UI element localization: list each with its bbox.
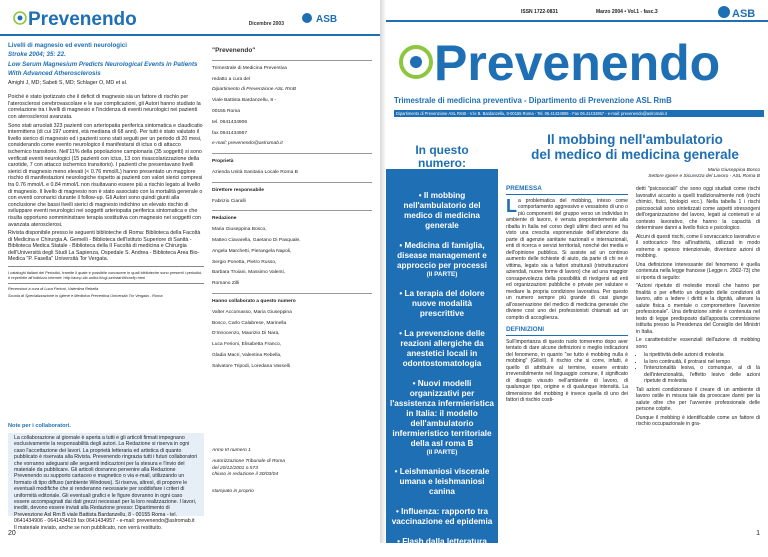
- bullet-item: • l'intenzionalità lesiva, o comunque, al di là dell'intenzionalità, l'effetto lesivo delle azioni ripetute di molestia: [644, 365, 760, 385]
- paragraph: Tali azioni condizionano il creare di un ambiente di lavoro ostile in misura tale da provocare danni per la salute oltre che per l'avvenire professionale delle persone colpite.: [636, 386, 760, 412]
- page-number: 1: [756, 530, 760, 537]
- paragraph: Sull'importanza di questo ruolo torneremo dopo aver tentato di dare alcune definizioni o meglio indicazioni del fenomeno, in quanto "se tutto è mobbing nulla è mobbing" (Gilioli). Il rischio che si corre, infatti, è quello di attribuire al termine, essere entrato irreversibilmente nel linguaggio comune, il significato di disagio vissuto nell'ambiente di lavoro, di qualunque tipo, origine e di qualunque intensità. La dimensione del mobbing è invece quella di uno dei fattori di rischio costi-: [506, 338, 628, 404]
- issue-date: Dicembre 2003: [248, 21, 284, 27]
- footnote: Scuola di Specializzazione in Igiene e Medicina Preventiva Università Tor Vergata - Roma: [8, 293, 163, 299]
- right-page: [386, 0, 768, 556]
- section-heading: PREMESSA: [506, 185, 542, 192]
- contents-sidebar: [386, 130, 498, 556]
- article-title: [510, 133, 760, 162]
- text-column-2: [636, 186, 760, 430]
- masthead-line: Sergio Ponetta, Pietro Russo,: [212, 259, 277, 265]
- masthead-line: D'Innocenzo, Maurizio Di Nara,: [212, 331, 280, 337]
- article-title-it: Livelli di magnesio ed eventi neurologici: [8, 42, 127, 49]
- article-source: Stroke 2004; 35: 22.: [8, 51, 66, 59]
- article-authors: Amighi J, MD; Sabeti S, MD; Schlager O, MD et al.: [8, 79, 128, 86]
- header-rule: [386, 20, 768, 22]
- masthead-line: Anno III numero 1: [212, 448, 251, 453]
- masthead-line: Bosco, Carlo Calabrese, Marinella: [212, 320, 287, 326]
- masthead-line: Viale Battista Bardanzellu, 8 -: [212, 98, 277, 104]
- volume: Marzo 2004 • Vol.1 - fasc.3: [596, 9, 658, 15]
- left-page: [0, 0, 380, 543]
- registration-info: [212, 448, 372, 496]
- paragraph: [506, 195, 628, 322]
- masthead-label: Redazione: [212, 216, 237, 222]
- contents-item: • Flash dalla letteratura internazionale: [397, 537, 487, 556]
- paragraph: Le caratteristiche essenziali dell'azione di mobbing sono: [636, 337, 760, 350]
- masthead-line: redatto a cura del: [212, 76, 251, 82]
- masthead-line: fax 0641434957: [212, 130, 248, 136]
- section-rule: [506, 335, 628, 336]
- masthead-line: Angela Marchetti, Pierangela Napoli,: [212, 248, 292, 254]
- collaborators-title: Note per i collaboratori.: [8, 423, 71, 429]
- page-number: 20: [8, 530, 16, 537]
- masthead-line: chiuso in redazione il 30/03/04: [212, 472, 279, 478]
- masthead-line: stampato in proprio: [212, 489, 254, 495]
- asb-logo: [716, 2, 760, 22]
- contents-heading: [386, 130, 498, 171]
- section-rule: [506, 194, 628, 195]
- article-title-en-2: With Advanced Atherosclerosis: [8, 70, 101, 78]
- asb-text: ASB: [732, 8, 756, 20]
- contents-heading-line: numero:: [418, 156, 466, 170]
- article-paragraph: Poiché è stato ipotizzato che il deficit di magnesio sia un fattore di rischio per l'aterosclerosi cerebrovascolare e le sue complicazioni, gli Autori hanno studiato la correlazione tra i livelli di magnesio e l'incidenza di eventi neurologici nei pazienti con aterosclerosi avanzata.: [8, 94, 201, 120]
- asb-text: ASB: [316, 14, 338, 25]
- article-title-line: del medico di medicina generale: [531, 146, 739, 162]
- paragraph-text: a problematica del mobbing, inteso come comportamento aggressivo e vessatorio di uno o più componenti del gruppo verso un individuo in ambiente di lavoro, è venuta prepotentemente alla ribalta in Italia nel corso degli ultimi dieci anni ed ha visto una crescita esponenziale dell'attenzione da parte di agenzie sanitarie nazionali e internazionali, enti di ricerca e servizi territoriali, nonché dei media e dell'opinione pubblica. Si assiste ad un continuo aumento delle richieste di aiuto, da parte di chi ne è vittima, legato sia a fattori strutturali (ristrutturazioni aziendali, nuove forme di lavoro) che ad una maggior consapevolezza della possibilità di rivolgersi ad enti ed organizzazioni pubbliche o private per valutare e mediare la propria condizione lavorativa. Per questo un numero sempre più grande di casi giunge all'osservazione del medico di medicina generale che diviene così uno dei professionisti chiamati ad un compito di accoglienza.: [506, 197, 628, 321]
- contents-item: • Influenza: rapporto tra vaccinazione ed epidemia: [391, 507, 493, 526]
- divider: [8, 283, 204, 284]
- article-column: [8, 42, 204, 300]
- masthead-line: Matteo Ciavarella, Gaetano Di Pasquale,: [212, 237, 301, 243]
- text-column-1: [506, 186, 628, 406]
- masthead-line: Barbara Troiani, Massimo Valenti,: [212, 270, 286, 276]
- collaborators-box: [8, 433, 204, 531]
- masthead-line: Maria Giuseppina Bosco,: [212, 227, 267, 233]
- masthead-line: Fabrizio Ciaralli: [212, 198, 246, 204]
- prevenendo-logo: [390, 24, 721, 92]
- collaborators-text: La collaborazione al giornale è aperta a tutti e gli articoli firmati impegnano esclusivamente la responsabilità degli autori. La Redazione si riserva in ogni caso l'accettazione dei lavori. La proprietà letteraria ed artistica di quanto pubblicato è riservata alla Rivista. Prevenendo ringrazia tutti i futuri collaboratori che vorranno adeguarsi alle seguenti indicazioni per la stesura e l'invio del materiale da pubblicare. Gli articoli dovranno pervenire alla Redazione Prevenendo su supporto cartaceo e magnetico o via e-mail, utilizzando un formato di tipo diffuso (ambiente Windows). Si riserva, altresì, di proporre le eventuali modifiche che si renderanno necessarie per soddisfare i criteri di uniformità editoriale. Gli eventuali grafici e le figure dovranno in ogni caso essere accompagnati dai dati grezzi necessari per la loro realizzazione. I lavori, inediti, devono essere inviati alla Redazione presso: Dipartimento di Prevenzione Asl Rm B viale Battista Bardanzellu, 8 - 00155 Roma - tel. 0641434906 - 0641434619 fax 0641434957 - e-mail: prevenendo@aslromab.it Il materiale inviato, anche se non pubblicato, non verrà restituito.: [14, 435, 198, 531]
- byline: [648, 168, 760, 180]
- masthead-line: tel. 0641434906: [212, 119, 248, 125]
- paragraph: detti "psicosociali" che sono oggi studiati come rischi lavorativi accanto a quelli tradizionalmente noti (rischi chimici, fisici, biologici ecc.). Nella tabella 1 i rischi psicosociali sono sintetizzati come aspetti stressogeni dell'organizzazione del lavoro, legati ai contenuti e al contesto lavorativo, che hanno la capacità di determinare danni a livello fisico e psicologico.: [636, 186, 760, 231]
- footnote: I cataloghi italiani dei Periodici, tramite il quale è possibile conoscere in quali biblioteche sono presenti i periodici, è reperibile all'indirizzo internet: http://acnp.cib.unibo.it/cgi-ser/start/it/cnr/fp.html: [8, 269, 203, 280]
- author-affiliation: Settore Igiene e Sicurezza del Lavoro - ASL Roma B: [648, 174, 760, 179]
- masthead-line: Dipartimento di Prevenzione ASL RmB: [212, 87, 296, 93]
- masthead-label: Direttore responsabile: [212, 187, 264, 193]
- contents-item: • Nuovi modelli organizzativi per l'assistenza infermieristica in Italia: il modello dell'ambulatorio infermieristico territoriale della asl roma B: [390, 379, 494, 448]
- prevenendo-logo-small: [8, 3, 198, 31]
- masthead: [212, 46, 372, 373]
- contents-item-sub: (II PARTE): [426, 271, 458, 278]
- logo-text: Prevenendo: [434, 35, 721, 91]
- article-title-line: Il mobbing nell'ambulatorio: [547, 132, 723, 147]
- masthead-line: Romano Zilli: [212, 281, 240, 287]
- masthead-label: Hanno collaborato a questo numero: [212, 298, 296, 304]
- logo-text: Prevenendo: [28, 9, 137, 30]
- masthead-line: Autorizzazione Tribunale di Roma: [212, 458, 286, 464]
- paragraph: Dunque il mobbing è identificabile come un fattore di rischio occupazionale in gra-: [636, 414, 760, 427]
- section-heading: DEFINIZIONI: [506, 326, 544, 334]
- bullet-item: • la ripetitività delle azioni di molestia: [644, 352, 760, 359]
- masthead-line: 00155 Roma: [212, 108, 241, 114]
- contents-list: [386, 191, 498, 557]
- left-header: [0, 0, 380, 36]
- footnote: Recensioni a cura di Luca Ferioni, Valentina Rebella: [8, 286, 99, 292]
- paragraph: "Azioni ripetute di molestie morali che hanno per finalità o per effetto un degrado delle condizioni di lavoro, atto a ledere i diritti e la dignità, alterare la salute fisica o mentale o compromettere l'avvenire professionale". Una definizione simile è contenuta nel testo di legge predisposto dall'apposita commissione istituita presso la Presidenza del Consiglio dei Ministri in Italia.: [636, 283, 760, 335]
- contents-item: • Medicina di famiglia, disease management e approccio per processi: [396, 241, 488, 270]
- contents-item: • La terapia del dolore nuove modalità prescrittive: [399, 289, 485, 318]
- contents-item: • La prevenzione delle reazioni allergiche da anestetici locali in odontostomatologia: [399, 329, 485, 368]
- masthead-line: Trimestrale di Medicina Preventiva: [212, 65, 287, 71]
- contents-item-sub: (II PARTE): [426, 449, 458, 456]
- article-paragraph: Rivista disponibile presso le seguenti biblioteche di Roma: Biblioteca della Facoltà di Medicina e Chirurgia A. Gemelli - Biblioteca dell'Istituto Superiore di Sanità - Biblioteca Medica Statale - Biblioteca della II Facoltà di medicina e Chirurgia dell'Università degli Studi La Sapienza, Ospedale S. Andrea - Biblioteca Area Bio-Medica "P. Fasella" Università Tor Vergata.: [8, 230, 201, 263]
- bullet-item: • la loro continuità, il protrarsi nel tempo: [644, 359, 760, 366]
- masthead-email: e-mail: prevenendo@aslromab.it: [212, 141, 283, 147]
- masthead-line: Salvatore Tripodi, Loredana Vasselli: [212, 363, 290, 369]
- masthead-line: Gladia Macri, Valentina Rebella,: [212, 352, 282, 358]
- masthead-line: Luca Ferioni, Elisabetta Franco,: [212, 342, 282, 348]
- paragraph: Una definizione interessante del fenomeno è quella contenuta nella legge francese (Legge n. 2002-73) che si riporta di seguito:: [636, 261, 760, 281]
- bullet-list: [644, 352, 760, 385]
- article-paragraph: Sono stati arruolati 323 pazienti con arteriopatia periferica sintomatica e claudicatio intermittens (di cui 197 uomini, età mediana di 68 anni). Per tutti è stato valutato il livello sierico di magnesio ed i pazienti sono stati seguiti per un periodo di 20 mesi, considerando come evento neurologico il manifestarsi di ictus o di attacco ischemico transitorio. Nell'11% della popolazione campionaria (35 soggetti) si sono verificati eventi neurologici (15 pazienti con ictus, 13 con rivascolarizzazione della carotide, 7 con attacco ischemico transitorio). I pazienti che presentavano livelli sierici di magnesio meno elevati (< 0.76 mmol/L) hanno presentato un maggiore rischio di manifestazioni neurologiche rispetto ai pazienti con valori sierici compresi tra 0.76 mmol/L e 0.84 mmol/L non risultavano essere più a rischio legato al livello di magnesio. Il livello di magnesio non è stato associato con la mortalità generale o con eventi coronarici durante il follow-up. Gli Autori sono quindi giunti alla conclusione che bassi livelli sierici di magnesio indichino un elevato rischio di sviluppare eventi neurologici nei soggetti arteriopatia periferica sintomatica e che risulta opportuno sommininstrare terapia sostitutiva con magnesio nei soggetti con avanzata aterosclerosi.: [8, 122, 203, 228]
- address-bar: Dipartimento di Prevenzione ASL RmB - V.le B. Bardanzellu, 8-00155 Roma - Tel. 06.41434906 - Fax 06.41434957 - e-mail: prevenendo@aslromab.it: [394, 110, 764, 117]
- contents-item: • Il mobbing nell'ambulatorio del medico di medicina generale: [403, 191, 481, 230]
- masthead-line: Valter Accomasso, Maria Giuseppina: [212, 309, 292, 315]
- journal-subtitle: Trimestrale di medicina preventiva - Dipartimento di Prevenzione ASL RmB: [394, 96, 672, 105]
- contents-item: • Leishmaniosi viscerale umana e leishmaniosi canina: [394, 467, 490, 496]
- asb-logo-small: [300, 10, 370, 26]
- contents-heading-line: In questo: [415, 143, 469, 157]
- header-rule: [0, 34, 380, 36]
- issn: ISSN 1722-0831: [521, 9, 558, 15]
- drop-cap: L: [506, 195, 517, 216]
- masthead-label: Proprietà: [212, 159, 234, 165]
- article-title-en-1: Low Serum Magnesium Predicts Neurological Events in Patients: [8, 60, 198, 68]
- masthead-title: "Prevenendo": [212, 47, 256, 54]
- masthead-line: Azienda Unità Sanitaria Locale Roma B: [212, 169, 298, 175]
- masthead-line: del 20/12/2001 n.573: [212, 465, 258, 471]
- divider: [8, 266, 204, 267]
- author: Maria Giuseppina Bosco: [707, 168, 760, 173]
- paragraph: Alcuni di questi rischi, come il sovraccarico lavorativo e il sottocarico fino all'inattività, utilizzati in modo estremo e spesso intenzionale, diventano azioni di mobbing.: [636, 233, 760, 259]
